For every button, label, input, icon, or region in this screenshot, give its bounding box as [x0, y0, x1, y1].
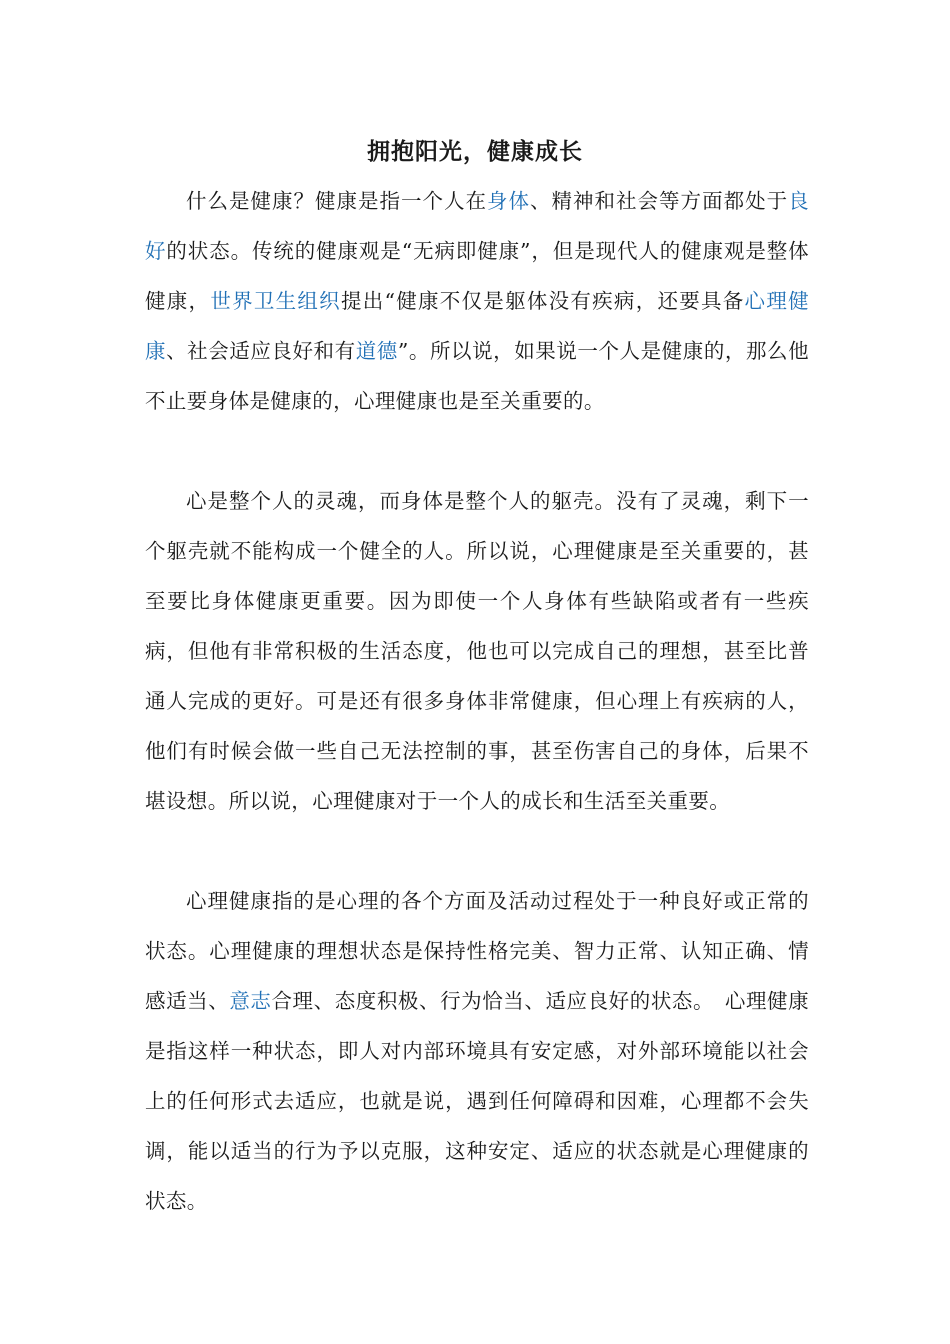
hyperlink[interactable]: 世界卫生组织: [210, 289, 341, 313]
paragraph-text: 什么是健康？健康是指一个人在: [186, 189, 488, 213]
paragraph-text: 合理、态度积极、行为恰当、适应良好的状态。 心理健康是指这样一种状态，即人对内部环境具有安定感，对外部环境能以社会上的任何形式去适应，也就是说，遇到任何障碍和因难，心理都不会失调，能以适当的行为予以克服，这种安定、适应的状态就是心理健康的状态。: [145, 989, 809, 1213]
paragraph-1: [145, 176, 809, 426]
paragraph-text: 、社会适应良好和有: [166, 339, 356, 363]
paragraph-text: 的状态。传统的健康观是“无病即健康”，但是现代人的健康观是整体健康，: [145, 239, 810, 313]
hyperlink[interactable]: 身体: [487, 189, 531, 213]
paragraph-text: 心理健康指的是心理的各个方面及活动过程处于一种良好或正常的状态。心理健康的理想状态是保持性格完美、智力正常、认知正确、情感适当、: [145, 889, 809, 1013]
document-title: 拥抱阳光，健康成长: [367, 139, 583, 165]
hyperlink[interactable]: 意志: [229, 989, 272, 1013]
hyperlink[interactable]: 心理健康: [145, 289, 809, 363]
paragraph-3: [145, 876, 809, 1226]
paragraph-text: ”。所以说，如果说一个人是健康的，那么他不止要身体是健康的，心理健康也是至关重要的。: [145, 339, 809, 413]
paragraph-text: 心是整个人的灵魂，而身体是整个人的躯壳。没有了灵魂，剩下一个躯壳就不能构成一个健全的人。所以说，心理健康是至关重要的，甚至要比身体健康更重要。因为即使一个人身体有些缺陷或者有一些疾病，但他有非常积极的生活态度，他也可以完成自己的理想，甚至比普通人完成的更好。可是还有很多身体非常健康，但心理上有疾病的人，他们有时候会做一些自己无法控制的事，甚至伤害自己的身体，后果不堪设想。所以说，心理健康对于一个人的成长和生活至关重要。: [145, 489, 809, 813]
paragraph-text: 提出“健康不仅是躯体没有疾病，还要具备: [340, 289, 745, 313]
paragraph-2: [145, 476, 809, 826]
hyperlink[interactable]: 良好: [145, 189, 809, 263]
hyperlink[interactable]: 道德: [355, 339, 398, 363]
paragraph-text: 、精神和社会等方面都处于: [530, 189, 789, 213]
